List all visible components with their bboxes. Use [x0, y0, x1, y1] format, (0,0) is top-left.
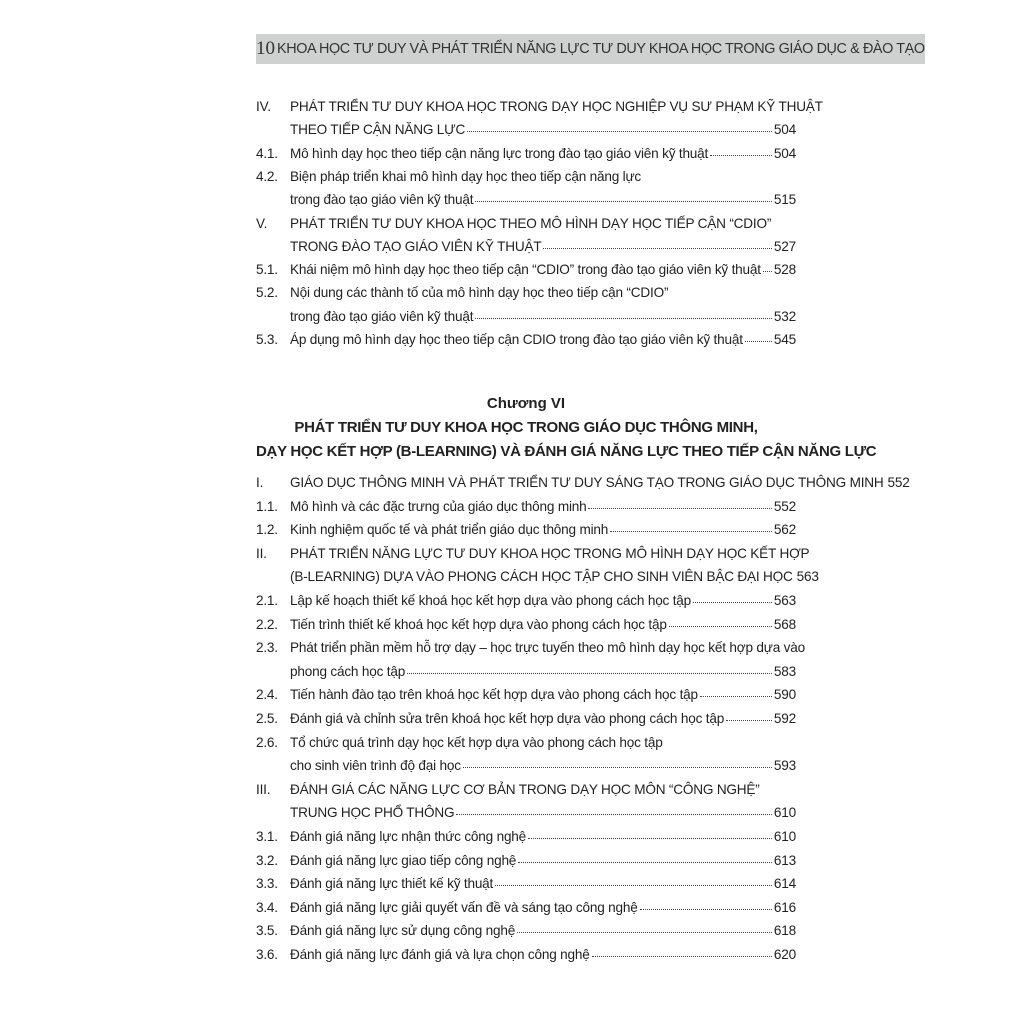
toc-entry-number: I.: [256, 475, 264, 490]
toc-entry-title: Đánh giá năng lực giải quyết vấn đề và sáng tạo công nghệ: [290, 899, 638, 915]
toc-entry-title: Tổ chức quá trình dạy học kết hợp dựa vào phong cách học tập: [290, 734, 663, 750]
toc-entry-page: 527: [773, 238, 796, 254]
toc-entry: [256, 239, 796, 261]
toc-entry-title: Mô hình và các đặc trưng của giáo dục thông minh: [290, 498, 587, 514]
toc-entry-title: Kinh nghiệm quốc tế và phát triển giáo dục thông minh: [290, 522, 609, 538]
toc-entry-page: 528: [773, 262, 796, 278]
toc-leader-dots: [517, 922, 772, 933]
toc-entry: [256, 499, 796, 521]
toc-entry-number: 5.3.: [256, 332, 278, 347]
toc-entry: [256, 285, 796, 307]
toc-entry: [256, 545, 810, 568]
toc-entry-title: trong đào tạo giáo viên kỹ thuật: [290, 192, 474, 208]
toc-entry: [256, 475, 910, 497]
toc-entry: [256, 309, 796, 331]
toc-entry-number: 2.1.: [256, 593, 278, 608]
toc-entry: [256, 664, 796, 686]
toc-entry-page: 614: [773, 876, 796, 892]
toc-entry-page: 610: [773, 829, 796, 844]
toc-entry: [256, 711, 796, 733]
toc-entry-number: 4.2.: [256, 168, 278, 184]
toc-entry: [256, 805, 796, 827]
toc-entry-page: 593: [773, 758, 796, 774]
toc-entry-page: 562: [773, 522, 796, 538]
toc-entry: [256, 216, 796, 238]
toc-leader-dots: [610, 521, 772, 532]
toc-entry-page: 592: [773, 711, 796, 726]
toc-entry: [256, 923, 796, 945]
toc-entry-page: 545: [773, 332, 796, 347]
toc-entry-title: PHÁT TRIỂN TƯ DUY KHOA HỌC THEO MÔ HÌNH DẠY HỌC TIẾP CẬN “CDIO”: [290, 215, 772, 231]
toc-leader-dots: [456, 804, 772, 815]
toc-entry: [256, 169, 796, 191]
toc-entry-page: 620: [773, 947, 796, 962]
toc-entry: [256, 569, 819, 591]
toc-entry-title: THEO TIẾP CẬN NĂNG LỰC: [290, 122, 466, 138]
toc-entry: [256, 146, 796, 168]
toc-entry-title: Đánh giá năng lực giao tiếp công nghệ: [290, 852, 517, 868]
toc-entry-number: 1.1.: [256, 498, 278, 514]
toc-entry-number: III.: [256, 781, 271, 797]
toc-entry-number: 5.2.: [256, 285, 278, 301]
toc-leader-dots: [640, 899, 772, 910]
toc-entry-number: IV.: [256, 99, 271, 114]
toc-entry: [256, 640, 805, 662]
toc-entry: [256, 122, 796, 144]
toc-entry: [256, 99, 823, 121]
toc-entry-number: 5.1.: [256, 262, 278, 278]
toc-leader-dots: [700, 686, 772, 697]
toc-entry-page: 563: [796, 569, 819, 585]
toc-entry: [256, 853, 796, 875]
toc-entry-title: Đánh giá năng lực nhận thức công nghệ: [290, 829, 527, 844]
toc-leader-dots: [710, 145, 772, 156]
toc-entry: [256, 332, 796, 354]
toc-entry-title: Tiến hành đào tạo trên khoá học kết hợp dựa vào phong cách học tập: [290, 687, 698, 703]
toc-entry-number: 4.1.: [256, 145, 278, 161]
toc-entry: [256, 593, 796, 615]
toc-leader-dots: [495, 875, 772, 886]
toc-entry-number: 2.2.: [256, 616, 278, 632]
toc-entry-number: V.: [256, 215, 268, 231]
page-number: 10: [256, 34, 275, 64]
chapter-title-line2: DẠY HỌC KẾT HỢP (B-LEARNING) VÀ ĐÁNH GIÁ NĂNG LỰC THEO TIẾP CẬN NĂNG LỰC: [256, 443, 877, 460]
toc-entry-number: 2.3.: [256, 640, 278, 656]
toc-entry-title: TRONG ĐÀO TẠO GIÁO VIÊN KỸ THUẬT: [290, 238, 542, 254]
chapter-label: Chương VI: [486, 395, 566, 412]
toc-entry-page: 616: [773, 899, 796, 915]
toc-entry: [256, 758, 796, 780]
toc-entry-page: 618: [773, 923, 796, 939]
toc-entry: [256, 876, 796, 898]
toc-leader-dots: [763, 261, 772, 272]
toc-entry-page: 552: [773, 498, 796, 514]
toc-leader-dots: [475, 191, 772, 202]
toc-entry-page: 610: [773, 805, 796, 821]
toc-leader-dots: [693, 592, 772, 603]
toc-entry-page: 532: [773, 308, 796, 324]
toc-entry-number: 3.5.: [256, 923, 278, 939]
toc-leader-dots: [726, 710, 772, 721]
toc-entry-page: 515: [773, 192, 796, 208]
toc-leader-dots: [407, 663, 772, 674]
toc-leader-dots: [528, 828, 772, 839]
toc-entry-title: TRUNG HỌC PHỔ THÔNG: [290, 805, 455, 821]
toc-entry-page: 613: [773, 852, 796, 868]
toc-entry-number: 1.2.: [256, 522, 278, 538]
toc-entry: [256, 947, 796, 969]
toc-entry-page: 504: [773, 122, 796, 138]
toc-leader-dots: [592, 946, 772, 957]
toc-entry-title: Áp dụng mô hình dạy học theo tiếp cận CDIO trong đào tạo giáo viên kỹ thuật: [290, 332, 743, 347]
toc-entry-number: 2.4.: [256, 687, 278, 703]
toc-entry-title: Đánh giá năng lực thiết kế kỹ thuật: [290, 876, 494, 892]
toc-entry-page: 563: [773, 593, 796, 608]
toc-entry-title: phong cách học tập: [290, 663, 406, 679]
toc-entry-number: 3.1.: [256, 829, 278, 844]
toc-entry: [256, 192, 796, 214]
toc-entry-number: 3.2.: [256, 852, 278, 868]
running-header: [256, 34, 925, 64]
toc-entry-page: 590: [773, 687, 796, 703]
toc-entry-number: 2.6.: [256, 734, 278, 750]
toc-leader-dots: [518, 852, 772, 863]
toc-entry: [256, 262, 796, 284]
toc-entry-title: Lập kế hoạch thiết kế khoá học kết hợp dựa vào phong cách học tập: [290, 593, 692, 608]
toc-entry-title: Đánh giá năng lực đánh giá và lựa chọn công nghệ: [290, 947, 590, 962]
toc-entry-number: 3.6.: [256, 947, 278, 962]
toc-leader-dots: [745, 331, 772, 342]
toc-entry-number: 2.5.: [256, 711, 278, 726]
toc-entry-title: (B-LEARNING) DỰA VÀO PHONG CÁCH HỌC TẬP CHO SINH VIÊN BẬC ĐẠI HỌC: [290, 569, 793, 585]
toc-leader-dots: [669, 616, 772, 627]
toc-entry-title: Khái niệm mô hình dạy học theo tiếp cận “CDIO” trong đào tạo giáo viên kỹ thuật: [290, 262, 761, 278]
toc-entry-title: trong đào tạo giáo viên kỹ thuật: [290, 308, 474, 324]
toc-leader-dots: [467, 121, 772, 132]
toc-entry-title: Mô hình dạy học theo tiếp cận năng lực trong đào tạo giáo viên kỹ thuật: [290, 145, 709, 161]
toc-entry-title: PHÁT TRIỂN NĂNG LỰC TƯ DUY KHOA HỌC TRONG MÔ HÌNH DẠY HỌC KẾT HỢP: [290, 545, 810, 561]
toc-entry: [256, 829, 796, 851]
toc-entry-page: 583: [773, 663, 796, 679]
toc-entry-page: 552: [887, 475, 910, 490]
toc-entry-title: cho sinh viên trình độ đại học: [290, 758, 461, 774]
toc-entry-title: Tiến trình thiết kế khoá học kết hợp dựa vào phong cách học tập: [290, 616, 667, 632]
toc-entry: [256, 782, 796, 804]
toc-entry-page: 568: [773, 616, 796, 632]
toc-leader-dots: [588, 498, 771, 509]
toc-entry-page: 504: [773, 145, 796, 161]
toc-leader-dots: [463, 757, 772, 768]
toc-entry-title: GIÁO DỤC THÔNG MINH VÀ PHÁT TRIỂN TƯ DUY SÁNG TẠO TRONG GIÁO DỤC THÔNG MINH: [290, 475, 884, 490]
toc-entry-number: 3.3.: [256, 876, 278, 892]
toc-entry-title: Đánh giá và chỉnh sửa trên khoá học kết hợp dựa vào phong cách học tập: [290, 711, 725, 726]
toc-leader-dots: [543, 238, 771, 249]
toc-entry-title: Đánh giá năng lực sử dụng công nghệ: [290, 923, 516, 939]
running-title: KHOA HỌC TƯ DUY VÀ PHÁT TRIỂN NĂNG LỰC TƯ DUY KHOA HỌC TRONG GIÁO DỤC & ĐÀO TẠO: [275, 34, 925, 64]
toc-entry-title: Nội dung các thành tố của mô hình dạy học theo tiếp cận “CDIO”: [290, 285, 669, 301]
toc-entry: [256, 617, 796, 639]
toc-entry: [256, 735, 796, 757]
chapter-title-line1: PHÁT TRIỂN TƯ DUY KHOA HỌC TRONG GIÁO DỤC THÔNG MINH,: [294, 419, 758, 436]
toc-entry-title: ĐÁNH GIÁ CÁC NĂNG LỰC CƠ BẢN TRONG DẠY HỌC MÔN “CÔNG NGHỆ”: [290, 781, 760, 797]
toc-entry: [256, 900, 796, 922]
toc-entry-title: Phát triển phần mềm hỗ trợ dạy – học trực tuyến theo mô hình dạy học kết hợp dựa vào: [290, 640, 805, 656]
toc-entry: [256, 687, 796, 709]
toc-leader-dots: [475, 308, 772, 319]
toc-entry-number: II.: [256, 545, 267, 561]
toc-entry-title: PHÁT TRIỂN TƯ DUY KHOA HỌC TRONG DẠY HỌC NGHIỆP VỤ SƯ PHẠM KỸ THUẬT: [290, 99, 823, 114]
toc-entry-number: 3.4.: [256, 899, 278, 915]
toc-entry-title: Biện pháp triển khai mô hình dạy học theo tiếp cận năng lực: [290, 168, 641, 184]
toc-entry: [256, 522, 796, 544]
